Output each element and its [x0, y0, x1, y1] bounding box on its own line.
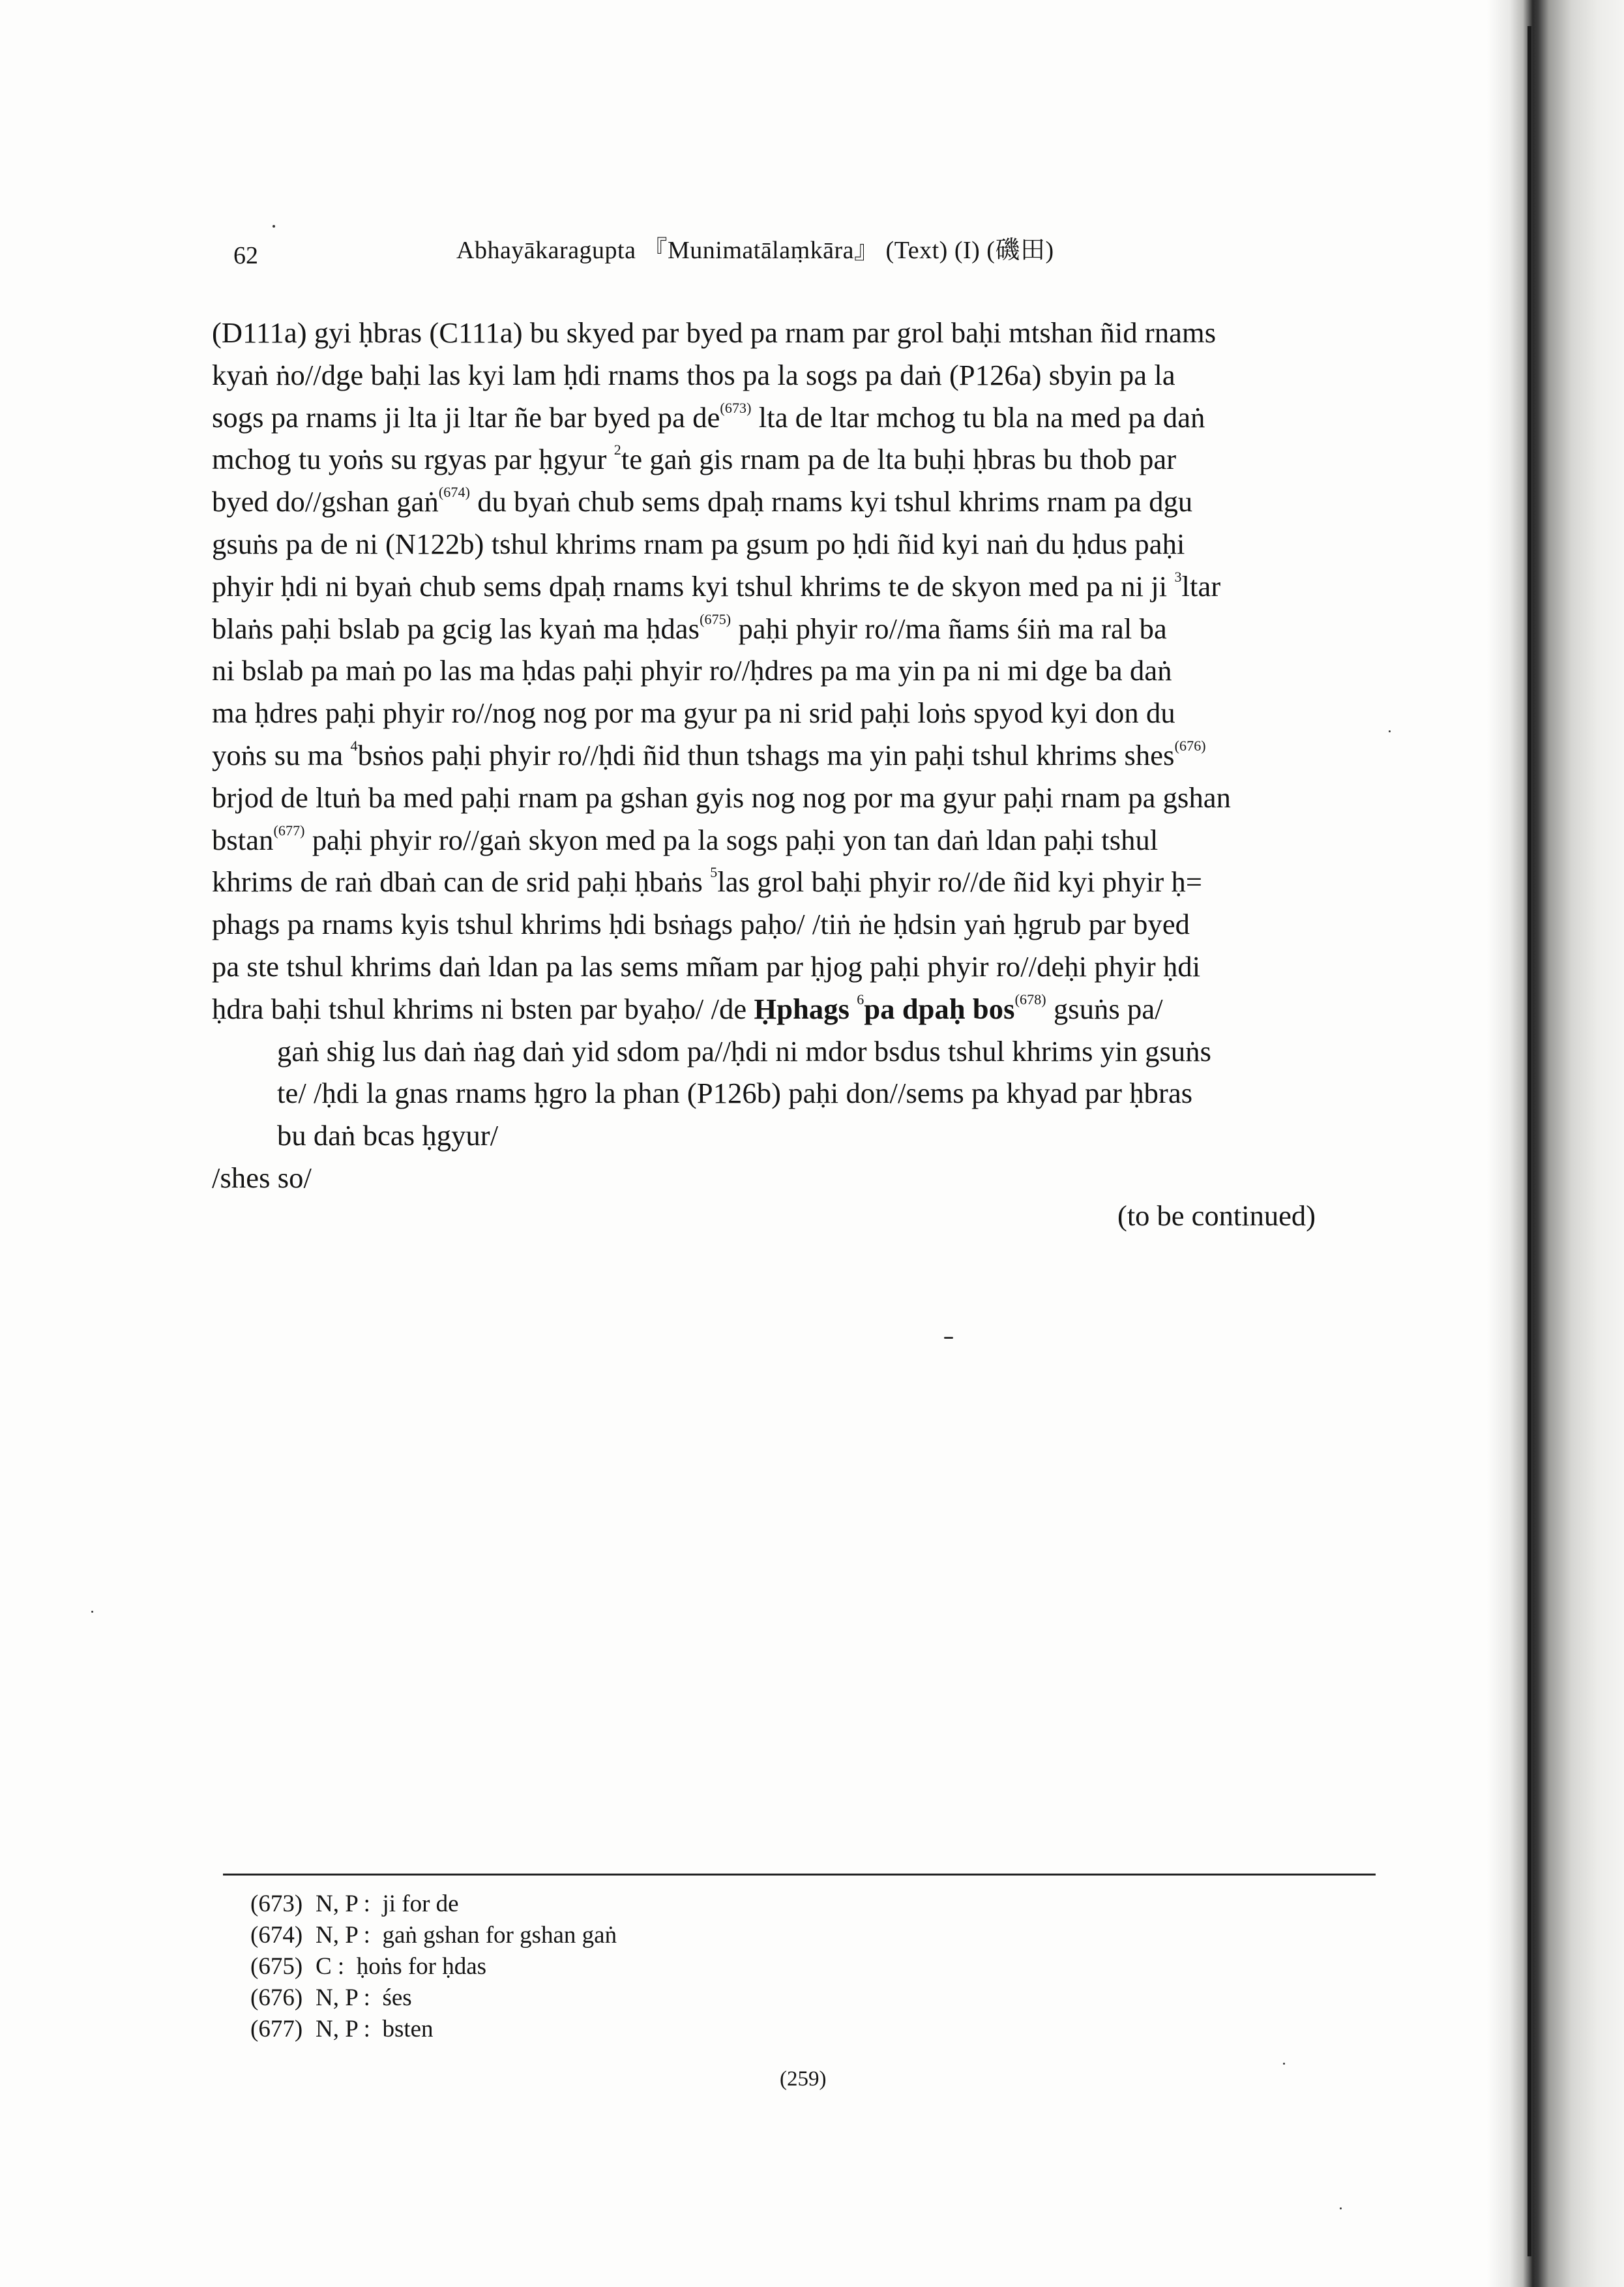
text-line [212, 988, 1372, 1030]
footnote-text: N, P : ji for de [316, 1891, 459, 1917]
footnote-number: (674) [250, 1922, 303, 1949]
text-run: sogs pa rnams ji lta ji ltar ñe bar byed pa de [212, 400, 720, 434]
note-marker: 4 [350, 737, 358, 754]
note-marker: 6 [857, 991, 864, 1008]
note-marker: (677) [273, 822, 305, 839]
text-line [212, 1157, 1372, 1199]
text-run: gsuṅs pa de ni (N122b) tshul khrims rnam pa gsum po ḥdi ñid kyi naṅ du ḥdus paḥi [212, 527, 1185, 560]
footnote [250, 1951, 617, 1982]
text-run: ltar [1181, 569, 1221, 603]
text-line [212, 777, 1372, 819]
text-run: ma ḥdres paḥi phyir ro//nog nog por ma gyur pa ni srid paḥi loṅs spyod kyi don du [212, 696, 1175, 730]
text-run: paḥi phyir ro//ma ñams śiṅ ma ral ba [731, 612, 1167, 645]
text-line [212, 903, 1372, 946]
text-run: kyaṅ ṅo//dge baḥi las kyi lam ḥdi rnams thos pa la sogs pa daṅ (P126a) sbyin pa la [212, 358, 1175, 391]
bold-text: Ḥphags [754, 992, 857, 1025]
verse-line [212, 1030, 1372, 1073]
text-run: du byaṅ chub sems dpaḥ rnams kyi tshul khrims rnam pa dgu [470, 485, 1193, 518]
text-line [212, 650, 1372, 692]
verse-line [212, 1114, 1372, 1157]
text-run: te gaṅ gis rnam pa de lta buḥi ḥbras bu thob par [621, 443, 1177, 476]
text-run: mchog tu yoṅs su rgyas par ḥgyur [212, 443, 614, 476]
text-run: khrims de raṅ dbaṅ can de srid paḥi ḥbaṅs [212, 865, 711, 899]
text-run: bsṅos paḥi phyir ro//ḥdi ñid thun tshags ma yin paḥi tshul khrims shes [357, 738, 1175, 771]
text-run: /shes so/ [212, 1161, 312, 1194]
running-head: Abhayākaragupta 『Munimatālaṃkāra』 (Text) (I) (磯田) [456, 237, 1054, 264]
text-line [212, 734, 1372, 777]
scan-binding-edge [1487, 0, 1624, 2287]
note-marker: (675) [700, 610, 731, 627]
footnote-number: (673) [250, 1891, 303, 1917]
text-line [212, 861, 1372, 903]
text-line [212, 946, 1372, 988]
text-line [212, 819, 1372, 861]
text-run: (D111a) gyi ḥbras (C111a) bu skyed par byed pa rnam par grol baḥi mtshan ñid rnams [212, 316, 1217, 349]
scan-speck [91, 1611, 93, 1613]
footnote-text: N, P : gaṅ gshan for gshan gaṅ [316, 1922, 617, 1949]
scan-speck [1389, 730, 1391, 732]
page-number: 62 [233, 242, 258, 269]
footnote-text: N, P : śes [316, 1984, 412, 2011]
text-run: bstan [212, 823, 274, 856]
text-line [212, 312, 1372, 354]
scan-speck [1283, 2063, 1285, 2065]
text-run: las grol baḥi phyir ro//de ñid kyi phyir ḥ= [717, 865, 1203, 899]
text-run: phags pa rnams kyis tshul khrims ḥdi bsṅags paḥo/ /tiṅ ṅe ḥdsin yaṅ ḥgrub par byed [212, 908, 1190, 941]
scan-speck [944, 1337, 953, 1339]
footnote-number: (677) [250, 2016, 303, 2042]
text-run: pa ste tshul khrims daṅ ldan pa las sems mñam par ḥjog paḥi phyir ro//deḥi phyir ḥdi [212, 949, 1201, 983]
bold-text: pa dpaḥ bos [864, 992, 1015, 1025]
text-run: te/ /ḥdi la gnas rnams ḥgro la phan (P126b) paḥi don//sems pa khyad par ḥbras [277, 1077, 1193, 1110]
body-text [212, 312, 1372, 1199]
folio-number: (259) [780, 2067, 827, 2091]
scan-speck [1340, 2207, 1342, 2209]
text-run: ni bslab pa maṅ po las ma ḥdas paḥi phyir ro//ḥdres pa ma yin pa ni mi dge ba daṅ [212, 654, 1172, 687]
note-marker: 3 [1174, 568, 1182, 585]
text-run: byed do//gshan gaṅ [212, 485, 439, 518]
note-marker: 5 [710, 864, 718, 881]
note-marker: (676) [1174, 737, 1206, 754]
text-run: brjod de ltuṅ ba med paḥi rnam pa gshan gyis nog nog por ma gyur paḥi rnam pa gshan [212, 781, 1231, 814]
footnote [250, 1982, 617, 2014]
text-run: yoṅs su ma [212, 738, 351, 771]
to-be-continued: (to be continued) [1117, 1199, 1316, 1232]
text-line [212, 438, 1372, 481]
text-run: gsuṅs pa/ [1046, 992, 1163, 1025]
text-line [212, 523, 1372, 565]
footnote [250, 1889, 617, 1920]
footnote-number: (676) [250, 1984, 303, 2011]
text-run: lta de ltar mchog tu bla na med pa daṅ [751, 400, 1205, 434]
footnote-rule [223, 1874, 1376, 1876]
footnote [250, 2014, 617, 2045]
footnotes [250, 1889, 617, 2045]
text-run: paḥi phyir ro//gaṅ skyon med pa la sogs paḥi yon tan daṅ ldan paḥi tshul [304, 823, 1159, 856]
verse-line [212, 1072, 1372, 1114]
footnote-number: (675) [250, 1953, 303, 1980]
note-marker: (674) [438, 484, 471, 501]
text-run: bu daṅ bcas ḥgyur/ [277, 1119, 499, 1152]
text-line [212, 608, 1372, 650]
text-line [212, 692, 1372, 734]
text-run: phyir ḥdi ni byaṅ chub sems dpaḥ rnams kyi tshul khrims te de skyon med pa ni ji [212, 569, 1175, 603]
footnote-text: C : ḥoṅs for ḥdas [316, 1953, 487, 1980]
note-marker: 2 [613, 441, 621, 458]
footnote [250, 1920, 617, 1951]
scan-speck [273, 225, 275, 228]
text-line [212, 396, 1372, 439]
text-run: ḥdra baḥi tshul khrims ni bsten par byaḥo/ /de [212, 992, 754, 1025]
text-run: blaṅs paḥi bslab pa gcig las kyaṅ ma ḥdas [212, 612, 700, 645]
text-line [212, 481, 1372, 523]
note-marker: (678) [1014, 991, 1046, 1008]
note-marker: (673) [720, 399, 752, 416]
text-run: gaṅ shig lus daṅ ṅag daṅ yid sdom pa//ḥdi ni mdor bsdus tshul khrims yin gsuṅs [277, 1034, 1212, 1068]
footnote-text: N, P : bsten [316, 2016, 434, 2042]
text-line [212, 565, 1372, 608]
text-line [212, 354, 1372, 396]
